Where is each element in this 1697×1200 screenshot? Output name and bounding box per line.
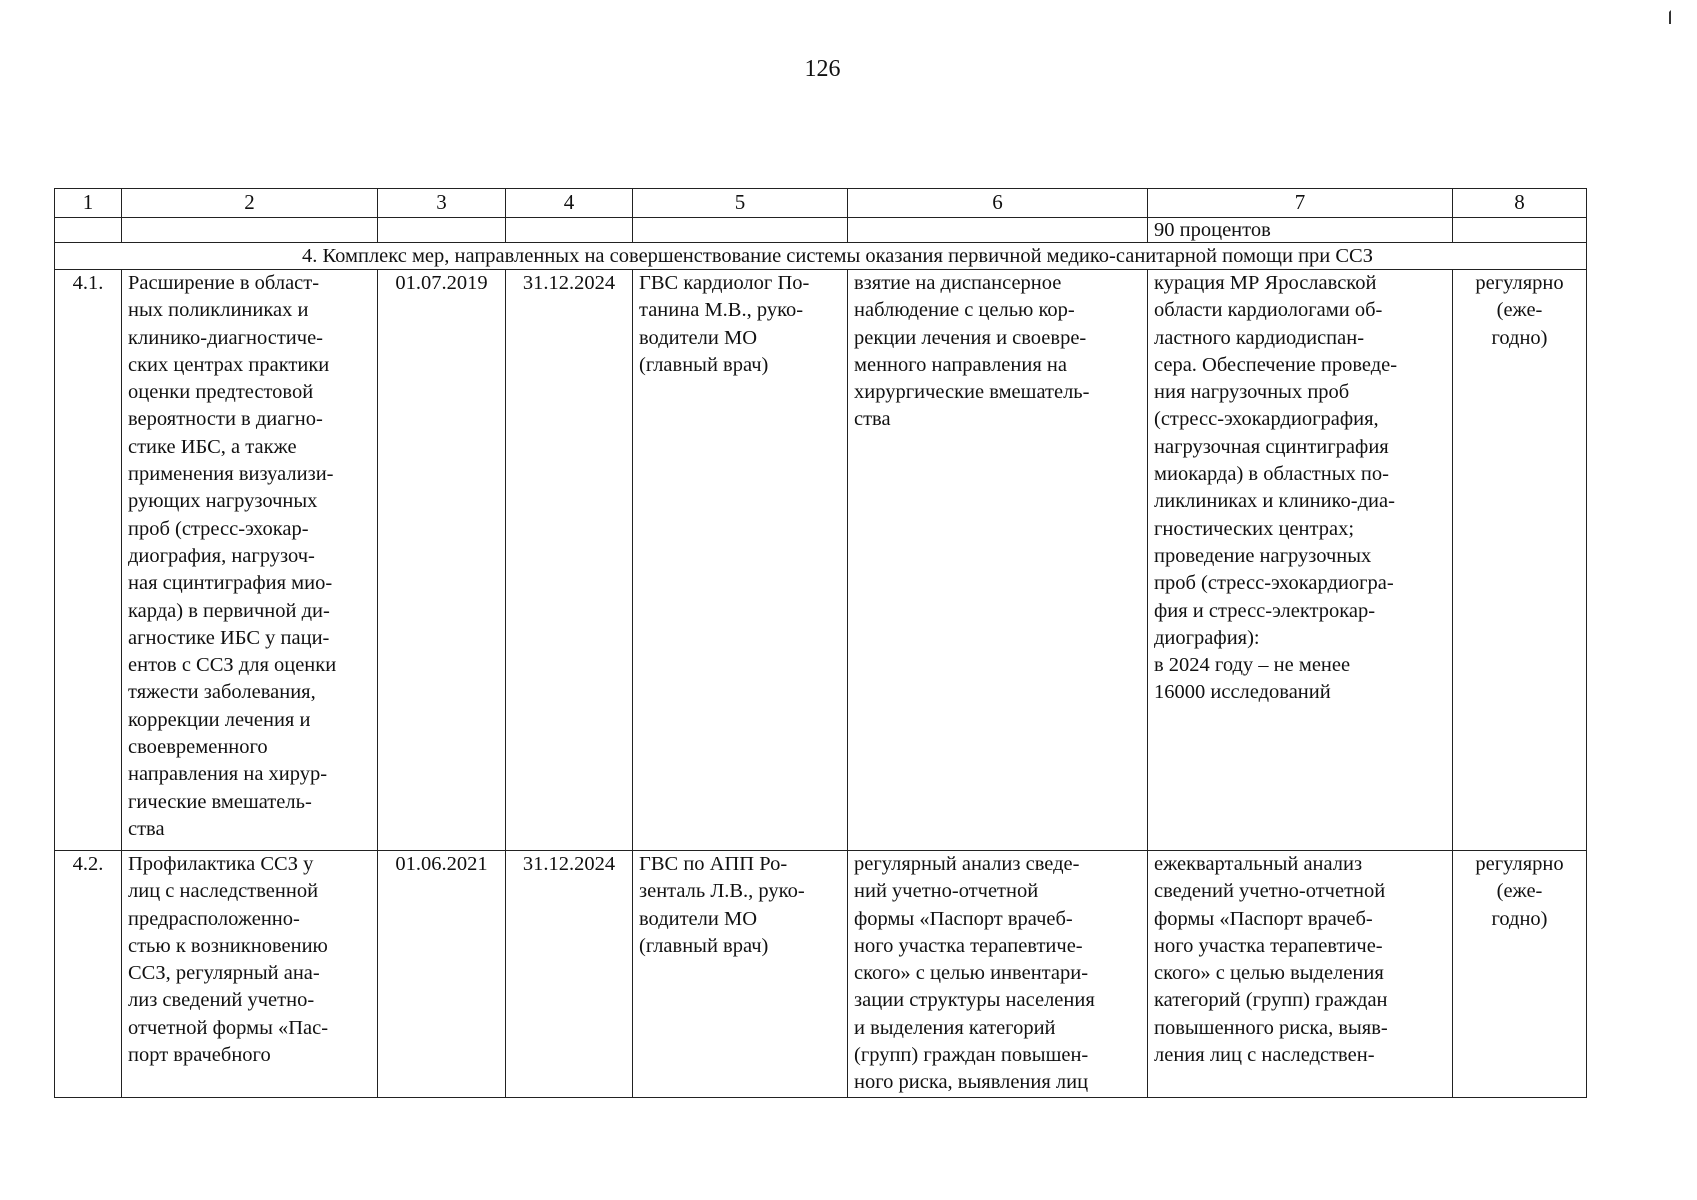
empty-cell: [506, 218, 633, 243]
measure-text: Расширение в област- ных поликлиниках и клинико-диагностиче- ских центрах практики оценки предтестовой вероятности в диагно- стике ИБС, а также применения визуализи- рующих нагрузочных проб (стресс-эхокар- диография, нагрузоч- ная сцинтиграфия мио- карда) в первичной ди- агностике ИБС у паци- ентов с ССЗ для оценки тяжести заболевания, коррекции лечения и своевременного направления на хирур- гические вмешатель- ства: [122, 270, 378, 851]
measures-table: [54, 188, 1587, 1098]
column-header: 7: [1148, 189, 1453, 218]
column-header: 3: [378, 189, 506, 218]
periodicity-text: регулярно (еже- годно): [1453, 851, 1587, 1098]
column-number-row: [55, 189, 1587, 218]
item-number: 4.1.: [55, 270, 122, 851]
end-date: 31.12.2024: [506, 851, 633, 1098]
column-header: 5: [633, 189, 848, 218]
column-header: 2: [122, 189, 378, 218]
responsible-text: ГВС по АПП Ро- зенталь Л.В., руко- водители МО (главный врач): [633, 851, 848, 1098]
column-header: 8: [1453, 189, 1587, 218]
column-header: 4: [506, 189, 633, 218]
result-text: регулярный анализ сведе- ний учетно-отчетной формы «Паспорт врачеб- ного участка терапевтиче- ского» с целью инвентари- зации структуры населения и выделения категорий (групп) граждан повышен- ного риска, выявления лиц: [848, 851, 1148, 1098]
measure-text: Профилактика ССЗ у лиц с наследственной предрасположенно- стью к возникновению ССЗ, регулярный ана- лиз сведений учетно- отчетной формы «Пас- порт врачебного: [122, 851, 378, 1098]
section-row: [55, 243, 1587, 270]
column-header: 6: [848, 189, 1148, 218]
responsible-text: ГВС кардиолог По- танина М.В., руко- водители МО (главный врач): [633, 270, 848, 851]
start-date: 01.07.2019: [378, 270, 506, 851]
continuation-indicator: 90 процентов: [1148, 218, 1453, 243]
corner-mark: [1659, 10, 1671, 24]
empty-cell: [378, 218, 506, 243]
empty-cell: [1453, 218, 1587, 243]
empty-cell: [633, 218, 848, 243]
page-number: 126: [804, 56, 841, 82]
empty-cell: [55, 218, 122, 243]
table-row: [55, 270, 1587, 851]
result-text: взятие на диспансерное наблюдение с целью кор- рекции лечения и своевре- менного направления на хирургические вмешатель- ства: [848, 270, 1148, 851]
end-date: 31.12.2024: [506, 270, 633, 851]
indicator-text: ежеквартальный анализ сведений учетно-отчетной формы «Паспорт врачеб- ного участка терапевтиче- ского» с целью выделения категорий (групп) граждан повышенного риска, выяв- ления лиц с наследствен-: [1148, 851, 1453, 1098]
column-header: 1: [55, 189, 122, 218]
section-title: 4. Комплекс мер, направленных на совершенствование системы оказания первичной медико-санитарной помощи при ССЗ: [55, 243, 1587, 270]
empty-cell: [122, 218, 378, 243]
empty-cell: [848, 218, 1148, 243]
continuation-row: [55, 218, 1587, 243]
indicator-text: курация МР Ярославской области кардиологами об- ластного кардиодиспан- сера. Обеспечение проведе- ния нагрузочных проб (стресс-эхокардиография, нагрузочная сцинтиграфия миокарда) в областных по- ликлиниках и клинико-диа- гностических центрах; проведение нагрузочных проб (стресс-эхокардиогра- фия и стресс-электрокар- диография): в 2024 году – не менее 16000 исследований: [1148, 270, 1453, 851]
start-date: 01.06.2021: [378, 851, 506, 1098]
table-row: [55, 851, 1587, 1098]
item-number: 4.2.: [55, 851, 122, 1098]
periodicity-text: регулярно (еже- годно): [1453, 270, 1587, 851]
